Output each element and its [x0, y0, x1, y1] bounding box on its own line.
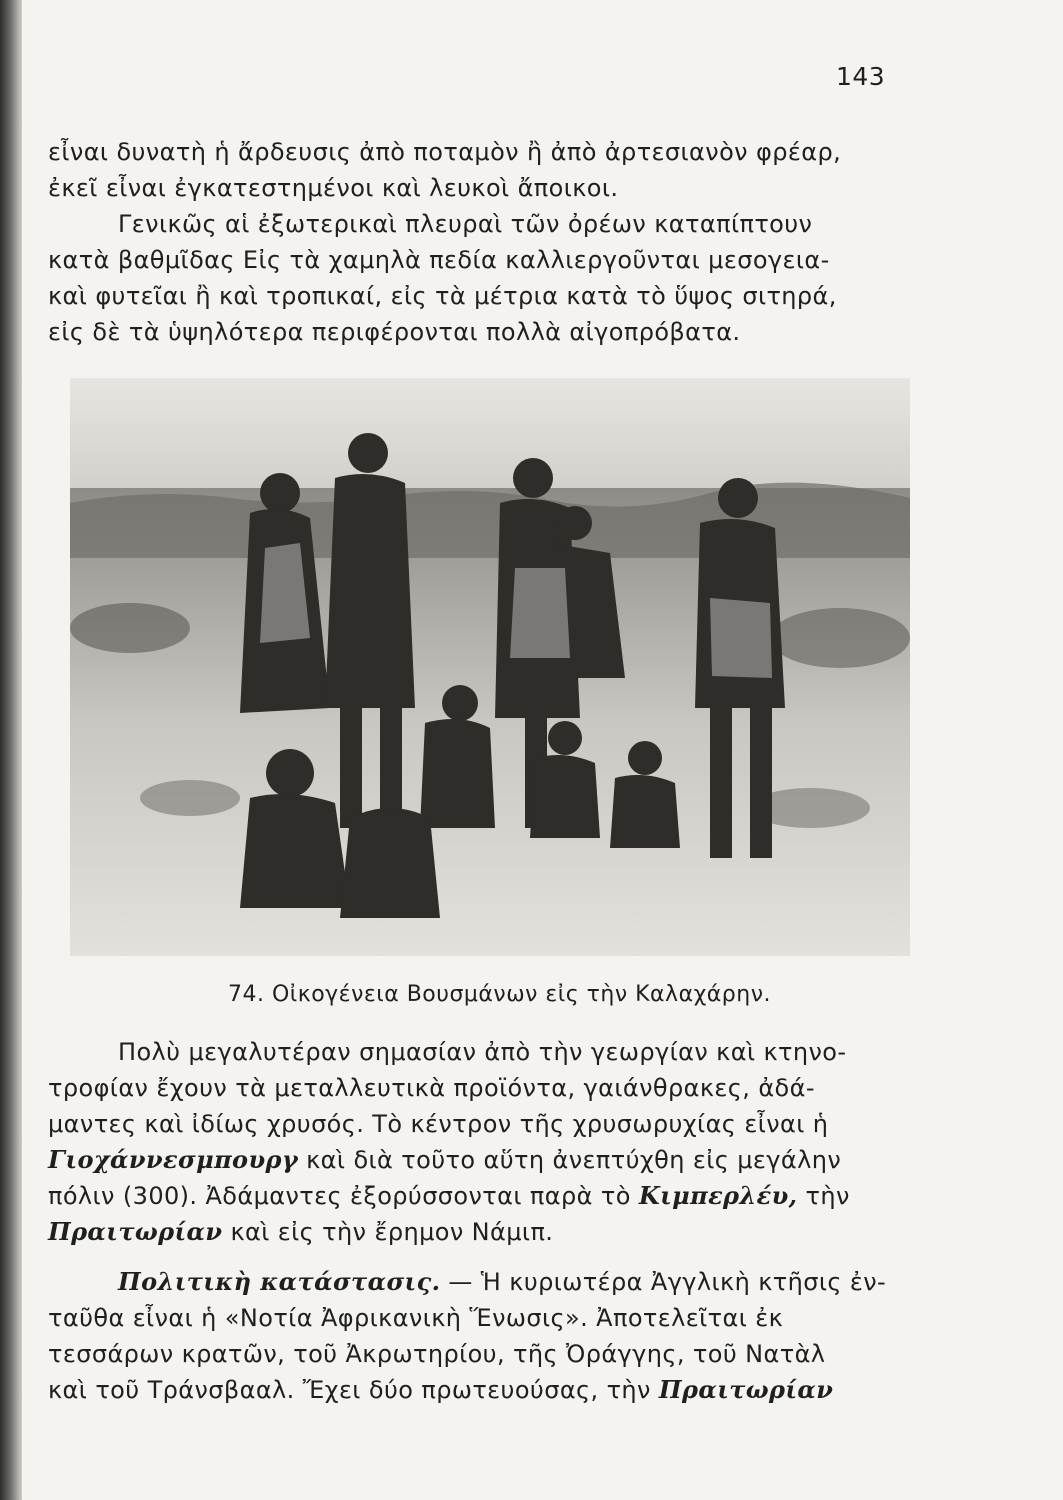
bushmen-family-photo: [70, 378, 910, 956]
paragraph-2-line-4: εἰς δὲ τὰ ὑψηλότερα περιφέρονται πολλὰ αἰγοπρόβατα.: [48, 318, 741, 346]
paragraph-3-line-4-text: καὶ διὰ τοῦτο αὕτη ἀνεπτύχθη εἰς μεγάλην: [306, 1146, 842, 1174]
place-pretoria: Πραιτωρίαν: [48, 1217, 223, 1246]
paragraph-3-line-3-text: μαντες καὶ ἰδίως χρυσός. Τὸ κέντρον τῆς χρυσωρυχίας: [48, 1110, 737, 1138]
place-kimberley: Κιμπερλέυ,: [638, 1181, 798, 1210]
paragraph-3-line-4: [48, 1144, 928, 1176]
paragraph-4-line-1-text: — Ἡ κυριωτέρα Ἀγγλικὴ κτῆσις ἐν-: [448, 1268, 887, 1296]
paragraph-1-line-2: ἐκεῖ εἶναι ἐγκατεστημένοι καὶ λευκοὶ ἄποικοι.: [48, 174, 619, 202]
paragraph-3-line-6: [48, 1216, 928, 1248]
section-heading-political-situation: Πολιτικὴ κατάστασις.: [118, 1267, 441, 1296]
paragraph-3-line-6-text: καὶ εἰς τὴν ἔρημον Νάμιπ.: [230, 1218, 554, 1246]
figure-caption: 74. Οἰκογένεια Βουσμάνων εἰς τὴν Καλαχάρην.: [228, 982, 771, 1007]
paragraph-3-line-5-text: πόλιν (300). Ἀδάμαντες ἐξορύσσονται παρὰ τὸ: [48, 1182, 631, 1210]
paragraph-4-line-1: [118, 1266, 998, 1298]
place-johannesburg: Γιοχάννεσμπουργ: [48, 1145, 299, 1174]
paragraph-3-line-2: τροφίαν ἔχουν τὰ μεταλλευτικὰ προϊόντα, γαιάνθρακες, ἀδά-: [48, 1074, 815, 1102]
paragraph-2-line-2: κατὰ βαθμῖδας Εἰς τὰ χαμηλὰ πεδία καλλιεργοῦνται μεσογεια-: [48, 246, 830, 274]
paragraph-3-line-5-end: τὴν: [805, 1182, 850, 1210]
paragraph-3-line-1: Πολὺ μεγαλυτέραν σημασίαν ἀπὸ τὴν γεωργίαν καὶ κτηνο-: [118, 1038, 847, 1066]
paragraph-2-line-1: Γενικῶς αἱ ἐξωτερικαὶ πλευραὶ τῶν ὀρέων καταπίπτουν: [118, 210, 813, 238]
paragraph-3-line-5: [48, 1180, 928, 1212]
page-number: 143: [836, 62, 886, 91]
paragraph-3-line-3: [48, 1108, 928, 1140]
place-pretoria-2: Πραιτωρίαν: [658, 1375, 834, 1404]
paragraph-2-line-3: καὶ φυτεῖαι ἢ καὶ τροπικαί, εἰς τὰ μέτρια κατὰ τὸ ὕψος σιτηρά,: [48, 282, 837, 310]
paragraph-4-line-4: [48, 1374, 928, 1406]
paragraph-4-line-2: ταῦθα εἶναι ἡ «Νοτία Ἀφρικανικὴ Ἕνωσις». Ἀποτελεῖται ἐκ: [48, 1304, 784, 1332]
paragraph-1-line-1: εἶναι δυνατὴ ἡ ἄρδευσις ἀπὸ ποταμὸν ἢ ἀπὸ ἀρτεσιανὸν φρέαρ,: [48, 138, 842, 166]
paragraph-4-line-3: τεσσάρων κρατῶν, τοῦ Ἀκρωτηρίου, τῆς Ὀράγγης, τοῦ Νατὰλ: [48, 1340, 826, 1368]
book-binding-shadow: [0, 0, 22, 1500]
paragraph-3-line-3-end: εἶναι ἡ: [744, 1110, 829, 1138]
paragraph-4-line-4-text: καὶ τοῦ Τράνσβααλ. Ἔχει δύο πρωτευούσας, τὴν: [48, 1376, 651, 1404]
